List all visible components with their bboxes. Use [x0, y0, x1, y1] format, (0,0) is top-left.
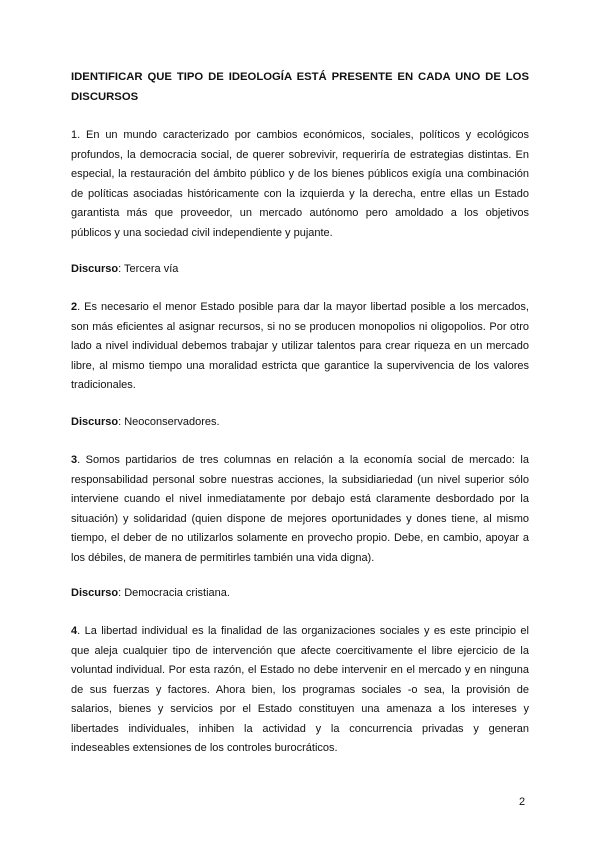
- page-number: 2: [519, 796, 526, 808]
- paragraph-line: profundos, la democracia social, de querer sobrevivir, requeriría de estrategias distintas. En: [71, 148, 529, 161]
- answer-line: [71, 584, 529, 604]
- paragraph-line: [71, 298, 529, 318]
- question-paragraph: [71, 298, 529, 396]
- line-text: . Es necesario el menor Estado posible para dar la mayor libertad posible a los mercados,: [77, 301, 529, 313]
- question-number: 4: [71, 625, 78, 637]
- paragraph-line: de políticas asociadas históricamente con la izquierda y la derecha, entre ellas un Estado: [71, 187, 529, 200]
- line-text: . La libertad individual es la finalidad de las organizaciones sociales y es este principio el: [77, 625, 529, 637]
- paragraph-line: que aleja cualquier tipo de intervención que afecte coercitivamente el libre ejercicio de la: [71, 644, 529, 657]
- paragraph-line: [71, 126, 529, 146]
- paragraph-line: públicos y una sociedad civil independiente y pujante.: [71, 226, 333, 239]
- answer-text: : Democracia cristiana.: [118, 587, 230, 599]
- question-number: 1: [71, 129, 78, 141]
- line-text: . Somos partidarios de tres columnas en relación a la economía social de mercado: la: [77, 454, 529, 466]
- question-paragraph: [71, 126, 529, 243]
- answer-text: : Tercera vía: [118, 263, 179, 275]
- paragraph-line: tradicionales.: [71, 379, 136, 391]
- answer-line: [71, 260, 529, 280]
- answer-text: : Neoconservadores.: [118, 416, 220, 428]
- discurso-label: Discurso: [71, 263, 119, 275]
- paragraph-line: los débiles, de manera de permitirles también una vida digna).: [71, 551, 375, 564]
- paragraph-line: garantista más que proveedor, un mercado autónomo pero amoldado a los objetivos: [71, 207, 529, 219]
- question-paragraph: [71, 451, 529, 568]
- question-paragraph: [71, 622, 529, 759]
- paragraph-line: son más eficientes al asignar recursos, si no se producen monopolios ni oligopolios. Por otro: [71, 320, 529, 333]
- question-number: 2: [71, 301, 78, 313]
- paragraph-line: [71, 622, 529, 642]
- question-number: 3: [71, 454, 78, 466]
- discurso-label: Discurso: [71, 587, 119, 599]
- paragraph-line: tiempo, el deber de no utilizarlos solamente en provecho propio. Debe, en cambio, apoyar a: [71, 532, 529, 544]
- paragraph-line: responsabilidad personal sobre nuestras acciones, la subsidiariedad (un nivel superior sólo: [71, 473, 529, 486]
- title-line: IDENTIFICAR QUE TIPO DE IDEOLOGÍA ESTÁ PRESENTE EN CADA UNO DE LOS: [71, 71, 529, 83]
- title-line: DISCURSOS: [71, 90, 139, 103]
- document-title: [71, 68, 529, 107]
- paragraph-line: libertades individuales, inhiben la actividad y la concurrencia privadas y generan: [71, 722, 529, 735]
- paragraph-line: [71, 451, 529, 471]
- paragraph-line: voluntad individual. Por esta razón, el Estado no debe intervenir en el mercado y en ninguna: [71, 664, 529, 676]
- paragraph-line: situación) y solidaridad (quien dispone de mejores oportunidades y dones tiene, al mismo: [71, 512, 529, 525]
- paragraph-line: indeseables extensiones de los controles burocráticos.: [71, 742, 338, 754]
- answer-line: [71, 413, 529, 433]
- line-text: . En un mundo caracterizado por cambios económicos, sociales, políticos y ecológicos: [77, 129, 529, 141]
- paragraph-line: lado a nivel individual debemos trabajar y utilizar talentos para crear riqueza en un mercado: [71, 340, 529, 352]
- paragraph-line: especial, la restauración del ámbito público y de los bienes públicos exigía una combinación: [71, 168, 529, 180]
- paragraph-line: salarios, bienes y servicios por el Estado constituyen una amenaza a los intereses y: [71, 703, 529, 715]
- paragraph-line: interviene cuando el nivel inmediatamente por debajo está claramente desbordado por la: [71, 493, 529, 505]
- paragraph-line: libre, al mismo tiempo una moralidad estricta que garantice la supervivencia de los valores: [71, 359, 529, 372]
- paragraph-line: de sus fuerzas y factores. Ahora bien, los programas sociales -o sea, la provisión de: [71, 683, 529, 696]
- discurso-label: Discurso: [71, 416, 119, 428]
